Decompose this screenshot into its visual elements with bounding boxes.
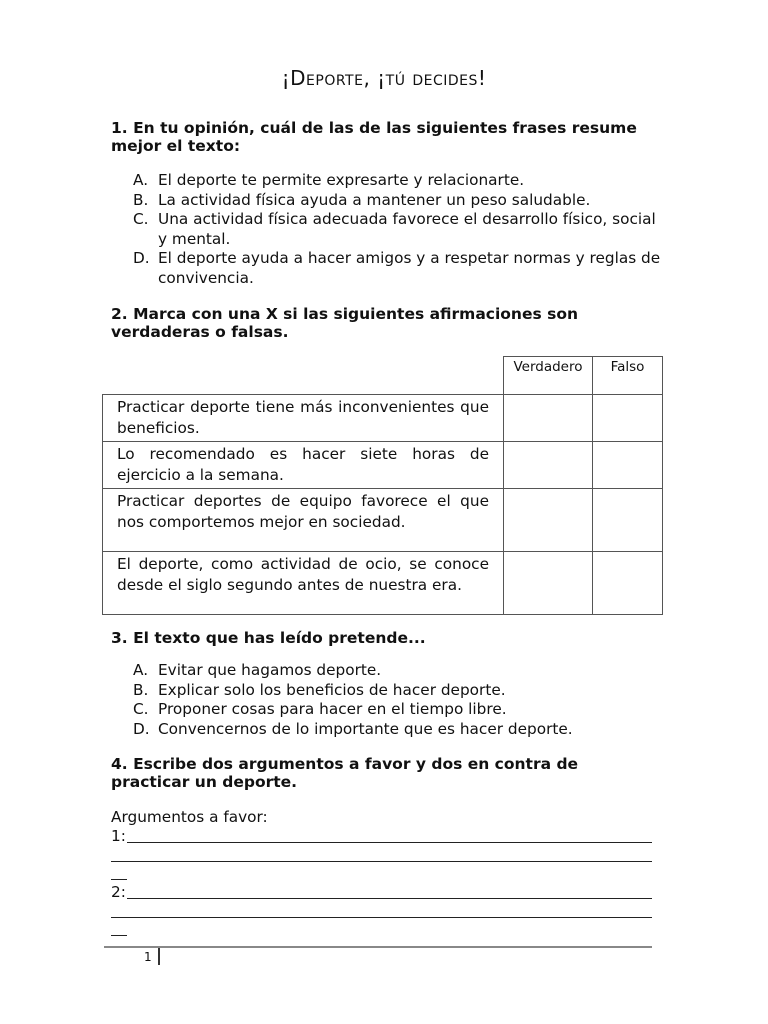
q1-option-a [133, 171, 663, 191]
false-checkbox-cell[interactable] [593, 395, 663, 442]
q3-option-c [133, 700, 663, 720]
answer-line-2-continued[interactable] [111, 902, 652, 920]
true-checkbox-cell[interactable] [504, 442, 593, 489]
table-row [103, 552, 663, 615]
true-checkbox-cell[interactable] [504, 489, 593, 552]
option-letter: C. [133, 210, 149, 228]
option-text: Proponer cosas para hacer en el tiempo libre. [158, 700, 507, 718]
line-number: 1: [111, 827, 126, 845]
false-checkbox-cell[interactable] [593, 552, 663, 615]
statement-cell: Practicar deportes de equipo favorece el que nos comportemos mejor en sociedad. [103, 489, 504, 552]
answer-rule [111, 861, 652, 862]
q1-option-b [133, 191, 663, 211]
table-row [103, 395, 663, 442]
question-4-prompt: 4. Escribe dos argumentos a favor y dos en contra de practicar un deporte. [111, 755, 579, 791]
column-header-true: Verdadero [504, 357, 593, 395]
answer-line-1-end [111, 879, 127, 880]
question-1-prompt: 1. En tu opinión, cuál de las de las siguientes frases resume mejor el texto: [111, 119, 637, 155]
line-number: 2: [111, 883, 126, 901]
option-text: El deporte ayuda a hacer amigos y a respetar normas y reglas de convivencia. [158, 249, 661, 287]
option-letter: A. [133, 171, 149, 189]
q3-option-a [133, 661, 663, 681]
option-text: Convencernos de lo importante que es hacer deporte. [158, 719, 573, 738]
option-letter: B. [133, 680, 149, 699]
option-text: El deporte te permite expresarte y relacionarte. [158, 171, 525, 189]
option-text: La actividad física ayuda a mantener un peso saludable. [158, 190, 591, 209]
true-checkbox-cell[interactable] [504, 552, 593, 615]
answer-rule [127, 898, 652, 899]
question-1-options [133, 171, 663, 288]
question-2-prompt: 2. Marca con una X si las siguientes afirmaciones son verdaderas o falsas. [111, 305, 579, 341]
column-header-false: Falso [593, 357, 663, 395]
answer-line-1[interactable] [111, 827, 652, 845]
q3-option-d [133, 720, 663, 740]
footer-bar [158, 948, 160, 965]
option-letter: C. [133, 700, 149, 718]
arguments-for-label: Argumentos a favor: [111, 808, 268, 826]
false-checkbox-cell[interactable] [593, 489, 663, 552]
page-number: 1 [144, 950, 152, 964]
footer-divider [104, 946, 652, 948]
option-text: Explicar solo los beneficios de hacer deporte. [158, 680, 506, 699]
question-3-options [133, 661, 663, 739]
answer-rule [111, 917, 652, 918]
answer-rule [127, 842, 652, 843]
option-text: Una actividad física adecuada favorece el desarrollo físico, social y mental. [158, 210, 656, 248]
table-corner [103, 357, 504, 395]
q1-option-d [133, 249, 663, 288]
table-header-row [103, 357, 663, 395]
option-text: Evitar que hagamos deporte. [158, 661, 382, 679]
true-checkbox-cell[interactable] [504, 395, 593, 442]
question-3-prompt: 3. El texto que has leído pretende... [111, 629, 426, 647]
table-row [103, 489, 663, 552]
option-letter: D. [133, 249, 150, 267]
answer-line-2-end [111, 935, 127, 936]
table-row [103, 442, 663, 489]
true-false-table [102, 356, 663, 615]
q3-option-b [133, 681, 663, 701]
statement-cell: Practicar deporte tiene más inconvenientes que beneficios. [103, 395, 504, 442]
false-checkbox-cell[interactable] [593, 442, 663, 489]
option-letter: A. [133, 661, 149, 679]
option-letter: D. [133, 719, 150, 738]
statement-cell: El deporte, como actividad de ocio, se conoce desde el siglo segundo antes de nuestra era. [103, 552, 504, 615]
q1-option-c [133, 210, 663, 249]
option-letter: B. [133, 190, 149, 209]
statement-cell: Lo recomendado es hacer siete horas de ejercicio a la semana. [103, 442, 504, 489]
answer-line-2[interactable] [111, 883, 652, 901]
answer-line-1-continued[interactable] [111, 846, 652, 864]
page-title: ¡Deporte, ¡tú decides! [281, 66, 487, 90]
